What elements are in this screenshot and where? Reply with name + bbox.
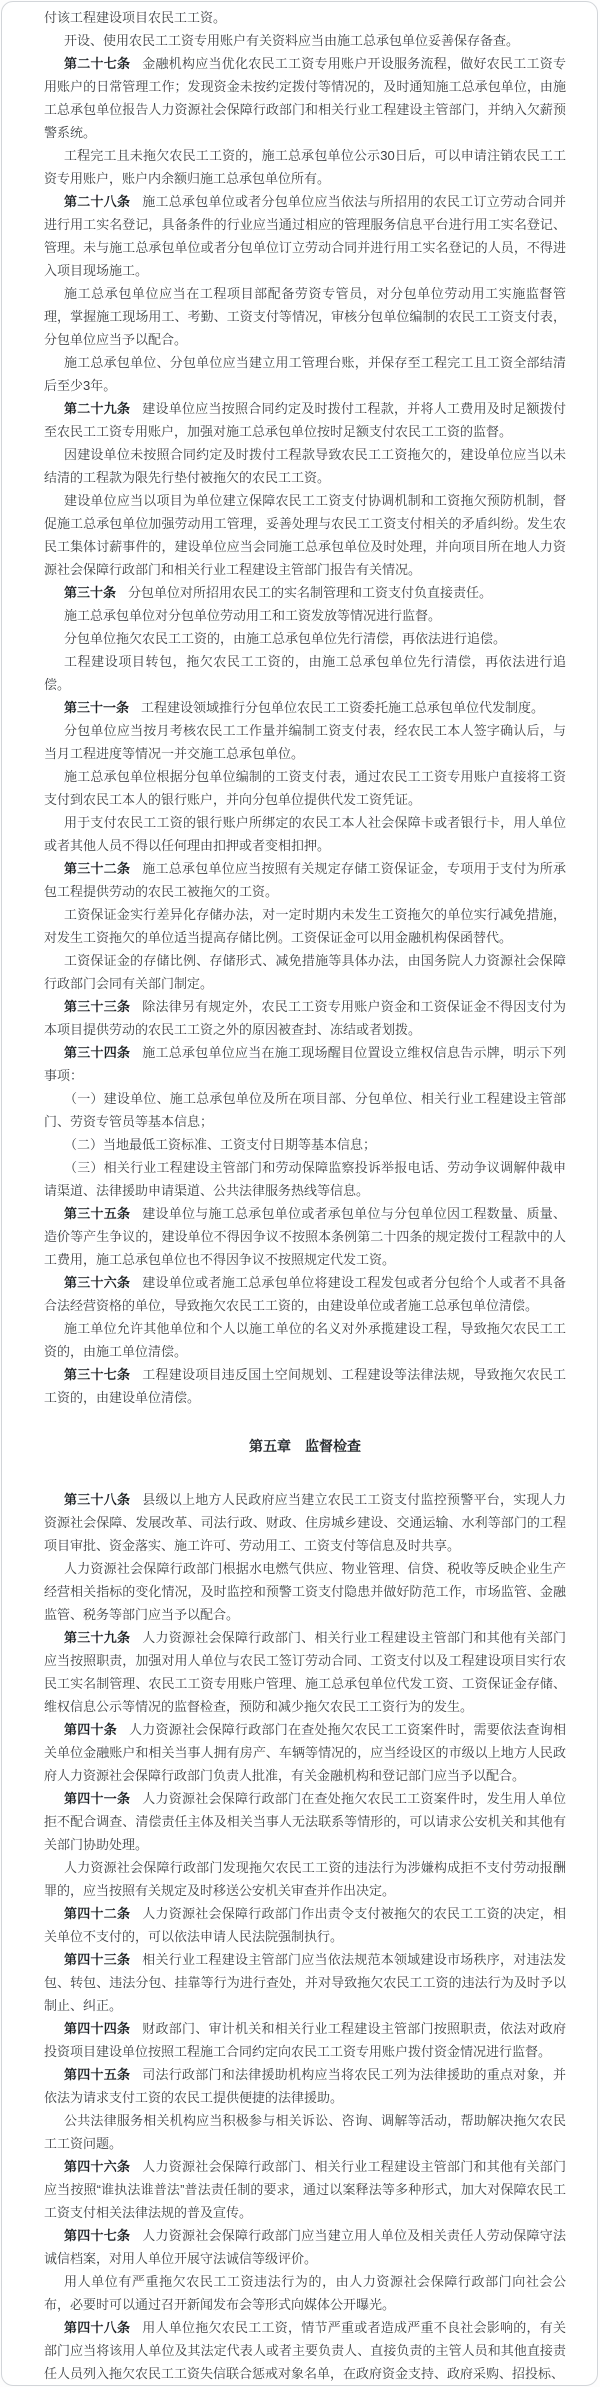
article-number: 第三十二条 bbox=[64, 861, 131, 876]
paragraph-text: 施工总承包单位应当按照有关规定存储工资保证金，专项用于支付为所承包工程提供劳动的农民工被拖欠的工资。 bbox=[44, 861, 566, 899]
article-number: 第二十八条 bbox=[64, 194, 131, 209]
article-number: 第三十五条 bbox=[64, 1206, 131, 1221]
paragraph bbox=[44, 443, 566, 489]
paragraph-text: 用于支付农民工工资的银行账户所绑定的农民工本人社会保障卡或者银行卡，用人单位或者其他人员不得以任何理由扣押或者变相扣押。 bbox=[44, 815, 566, 853]
paragraph bbox=[44, 1317, 566, 1363]
article-number: 第四十一条 bbox=[64, 1791, 131, 1806]
paragraph-text: 施工单位允许其他单位和个人以施工单位的名义对外承揽建设工程，导致拖欠农民工工资的，由施工单位清偿。 bbox=[44, 1321, 566, 1359]
paragraph bbox=[44, 282, 566, 351]
article-number: 第四十七条 bbox=[64, 2228, 131, 2243]
paragraph bbox=[44, 144, 566, 190]
article-number: 第三十七条 bbox=[64, 1367, 131, 1382]
paragraph-text: 施工总承包单位或者分包单位应当依法与所招用的农民工订立劳动合同并进行用工实名登记，具备条件的行业应当通过相应的管理服务信息平台进行用工实名登记、管理。未与施工总承包单位或者分包单位订立劳动合同并进行用工实名登记的人员，不得进入项目现场施工。 bbox=[44, 194, 566, 278]
article-number: 第三十三条 bbox=[64, 999, 131, 1014]
paragraph bbox=[44, 604, 566, 627]
paragraph bbox=[44, 1271, 566, 1317]
article-number: 第三十八条 bbox=[64, 1492, 131, 1507]
paragraph-text: 人力资源社会保障行政部门、相关行业工程建设主管部门和其他有关部门应当按照职责，加强对用人单位与农民工签订劳动合同、工资支付以及工程建设项目实行农民工实名制管理、农民工工资专用账户管理、施工总承包单位代发工资、工资保证金存储、维权信息公示等情况的监督检查，预防和减少拖欠农民工工资行为的发生。 bbox=[44, 1630, 566, 1714]
paragraph-text: （一）建设单位、施工总承包单位及所在项目部、分包单位、相关行业工程建设主管部门、劳资专管员等基本信息； bbox=[44, 1091, 566, 1129]
paragraph bbox=[44, 6, 566, 29]
chapter-heading: 第五章 监督检查 bbox=[249, 1438, 361, 1454]
paragraph bbox=[44, 1902, 566, 1948]
paragraph bbox=[44, 949, 566, 995]
paragraph bbox=[44, 397, 566, 443]
paragraph bbox=[44, 811, 566, 857]
paragraph bbox=[44, 765, 566, 811]
paragraph-text: 除法律另有规定外，农民工工资专用账户资金和工资保证金不得因支付为本项目提供劳动的农民工工资之外的原因被查封、冻结或者划拨。 bbox=[44, 999, 566, 1037]
paragraph bbox=[44, 696, 566, 719]
paragraph bbox=[44, 1557, 566, 1626]
document-card bbox=[1, 1, 598, 2386]
paragraph-text: 建设单位应当以项目为单位建立保障农民工工资支付协调机制和工资拖欠预防机制，督促施工总承包单位加强劳动用工管理，妥善处理与农民工工资支付相关的矛盾纠纷。发生农民工集体讨薪事件的，建设单位应当会同施工总承包单位及时处理，并向项目所在地人力资源社会保障行政部门和相关行业工程建设主管部门报告有关情况。 bbox=[44, 493, 566, 577]
paragraph-text: 金融机构应当优化农民工工资专用账户开设服务流程，做好农民工工资专用账户的日常管理工作；发现资金未按约定拨付等情况的，及时通知施工总承包单位，由施工总承包单位报告人力资源社会保障行政部门和相关行业工程建设主管部门，并纳入欠薪预警系统。 bbox=[44, 56, 566, 140]
paragraph bbox=[44, 719, 566, 765]
paragraph-text: 财政部门、审计机关和相关行业工程建设主管部门按照职责，依法对政府投资项目建设单位按照工程施工合同约定向农民工工资专用账户拨付资金情况进行监督。 bbox=[44, 2021, 566, 2059]
paragraph-text: 人力资源社会保障行政部门发现拖欠农民工工资的违法行为涉嫌构成拒不支付劳动报酬罪的，应当按照有关规定及时移送公安机关审查并作出决定。 bbox=[44, 1860, 566, 1898]
paragraph-text: 工程完工且未拖欠农民工工资的，施工总承包单位公示30日后，可以申请注销农民工工资专用账户，账户内余额归施工总承包单位所有。 bbox=[44, 148, 566, 186]
article-number: 第三十四条 bbox=[64, 1045, 131, 1060]
regulation-text-body bbox=[44, 6, 566, 2385]
paragraph-text: 工程建设项目违反国土空间规划、工程建设等法律法规，导致拖欠农民工工资的，由建设单位清偿。 bbox=[44, 1367, 566, 1405]
paragraph-text: 工资保证金实行差异化存储办法，对一定时期内未发生工资拖欠的单位实行减免措施，对发生工资拖欠的单位适当提高存储比例。工资保证金可以用金融机构保函替代。 bbox=[44, 907, 566, 945]
paragraph-text: 司法行政部门和法律援助机构应当将农民工列为法律援助的重点对象，并依法为请求支付工资的农民工提供便捷的法律援助。 bbox=[44, 2067, 566, 2105]
article-number: 第四十三条 bbox=[64, 1952, 131, 1967]
paragraph bbox=[44, 1363, 566, 1409]
paragraph-text: 工程建设项目转包，拖欠农民工工资的，由施工总承包单位先行清偿，再依法进行追偿。 bbox=[44, 654, 566, 692]
paragraph-text: 分包单位对所招用农民工的实名制管理和工资支付负直接责任。 bbox=[128, 585, 493, 600]
paragraph-text: 施工总承包单位根据分包单位编制的工资支付表，通过农民工工资专用账户直接将工资支付到农民工本人的银行账户，并向分包单位提供代发工资凭证。 bbox=[44, 769, 566, 807]
article-number: 第四十条 bbox=[64, 1722, 117, 1737]
paragraph-text: 建设单位或者施工总承包单位将建设工程发包或者分包给个人或者不具备合法经营资格的单位，导致拖欠农民工工资的，由建设单位或者施工总承包单位清偿。 bbox=[44, 1275, 566, 1313]
paragraph-text: （二）当地最低工资标准、工资支付日期等基本信息； bbox=[64, 1137, 377, 1152]
paragraph-text: 分包单位拖欠农民工工资的，由施工总承包单位先行清偿，再依法进行追偿。 bbox=[64, 631, 507, 646]
article-number: 第三十九条 bbox=[64, 1630, 131, 1645]
article-number: 第四十四条 bbox=[64, 2021, 131, 2036]
paragraph bbox=[44, 1488, 566, 1557]
article-number: 第三十一条 bbox=[64, 700, 130, 715]
paragraph bbox=[44, 1787, 566, 1856]
paragraph-text: 人力资源社会保障行政部门、相关行业工程建设主管部门和其他有关部门应当按照“谁执法谁普法”普法责任制的要求，通过以案释法等多种形式，加大对保障农民工工资支付相关法律法规的普及宣传。 bbox=[44, 2159, 566, 2220]
paragraph-text: 县级以上地方人民政府应当建立农民工工资支付监控预警平台，实现人力资源社会保障、发展改革、司法行政、财政、住房城乡建设、交通运输、水利等部门的工程项目审批、资金落实、施工许可、劳动用工、工资支付等信息及时共享。 bbox=[44, 1492, 566, 1553]
paragraph-text: 分包单位应当按月考核农民工工作量并编制工资支付表，经农民工本人签字确认后，与当月工程进度等情况一并交施工总承包单位。 bbox=[44, 723, 566, 761]
paragraph bbox=[44, 1626, 566, 1718]
paragraph bbox=[44, 2109, 566, 2155]
paragraph bbox=[44, 1718, 566, 1787]
paragraph bbox=[44, 190, 566, 282]
paragraph bbox=[44, 1156, 566, 1202]
article-number: 第三十条 bbox=[64, 585, 117, 600]
paragraph-text: 付该工程建设项目农民工工资。 bbox=[44, 10, 227, 25]
paragraph bbox=[44, 52, 566, 144]
paragraph-text: （三）相关行业工程建设主管部门和劳动保障监察投诉举报电话、劳动争议调解仲裁申请渠道、法律援助申请渠道、公共法律服务热线等信息。 bbox=[44, 1160, 566, 1198]
paragraph bbox=[44, 2316, 566, 2385]
paragraph bbox=[44, 2270, 566, 2316]
paragraph bbox=[44, 29, 566, 52]
paragraph-text: 人力资源社会保障行政部门作出责令支付被拖欠的农民工工资的决定，相关单位不支付的，可以依法申请人民法院强制执行。 bbox=[44, 1906, 566, 1944]
paragraph-text: 建设单位与施工总承包单位或者承包单位与分包单位因工程数量、质量、造价等产生争议的，建设单位不得因争议不按照本条例第二十四条的规定拨付工程款中的人工费用，施工总承包单位也不得因争议不按照规定代发工资。 bbox=[44, 1206, 566, 1267]
paragraph-text: 工资保证金的存储比例、存储形式、减免措施等具体办法，由国务院人力资源社会保障行政部门会同有关部门制定。 bbox=[44, 953, 566, 991]
paragraph bbox=[44, 995, 566, 1041]
paragraph-text: 施工总承包单位、分包单位应当建立用工管理台账，并保存至工程完工且工资全部结清后至少3年。 bbox=[44, 355, 566, 393]
article-number: 第四十五条 bbox=[64, 2067, 131, 2082]
paragraph bbox=[44, 1133, 566, 1156]
paragraph bbox=[44, 489, 566, 581]
paragraph-text: 人力资源社会保障行政部门在查处拖欠农民工工资案件时，发生用人单位拒不配合调查、清偿责任主体及相关当事人无法联系等情形的，可以请求公安机关和其他有关部门协助处理。 bbox=[44, 1791, 566, 1852]
paragraph bbox=[44, 1948, 566, 2017]
paragraph bbox=[44, 903, 566, 949]
paragraph-text: 人力资源社会保障行政部门应当建立用人单位及相关责任人劳动保障守法诚信档案，对用人单位开展守法诚信等级评价。 bbox=[44, 2228, 566, 2266]
paragraph-text: 用人单位拖欠农民工工资，情节严重或者造成严重不良社会影响的，有关部门应当将该用人单位及其法定代表人或者主要负责人、直接负责的主管人员和其他直接责任人员列入拖欠农民工工资失信联合惩戒对象名单，在政府资金支持、政府采购、招投标、 bbox=[44, 2320, 566, 2381]
paragraph-text: 人力资源社会保障行政部门根据水电燃气供应、物业管理、信贷、税收等反映企业生产经营相关指标的变化情况，及时监控和预警工资支付隐患并做好防范工作，市场监管、金融监管、税务等部门应当予以配合。 bbox=[44, 1561, 566, 1622]
paragraph-text: 因建设单位未按照合同约定及时拨付工程款导致农民工工资拖欠的，建设单位应当以未结清的工程款为限先行垫付被拖欠的农民工工资。 bbox=[44, 447, 566, 485]
article-number: 第四十二条 bbox=[64, 1906, 131, 1921]
paragraph-text: 施工总承包单位对分包单位劳动用工和工资发放等情况进行监督。 bbox=[64, 608, 442, 623]
paragraph-text: 施工总承包单位应当在工程项目部配备劳资专管员，对分包单位劳动用工实施监督管理，掌握施工现场用工、考勤、工资支付等情况，审核分包单位编制的农民工工资支付表，分包单位应当予以配合。 bbox=[44, 286, 566, 347]
paragraph bbox=[44, 627, 566, 650]
paragraph-text: 施工总承包单位应当在施工现场醒目位置设立维权信息告示牌，明示下列事项： bbox=[44, 1045, 566, 1083]
article-number: 第四十八条 bbox=[64, 2320, 131, 2335]
article-number: 第二十九条 bbox=[64, 401, 131, 416]
paragraph-text: 建设单位应当按照合同约定及时拨付工程款，并将人工费用及时足额拨付至农民工工资专用账户，加强对施工总承包单位按时足额支付农民工工资的监督。 bbox=[44, 401, 566, 439]
paragraph bbox=[44, 2224, 566, 2270]
paragraph bbox=[44, 857, 566, 903]
article-number: 第三十六条 bbox=[64, 1275, 131, 1290]
paragraph-text: 公共法律服务相关机构应当积极参与相关诉讼、咨询、调解等活动，帮助解决拖欠农民工工资问题。 bbox=[44, 2113, 566, 2151]
paragraph-text: 相关行业工程建设主管部门应当依法规范本领域建设市场秩序，对违法发包、转包、违法分包、挂靠等行为进行查处，并对导致拖欠农民工工资的违法行为及时予以制止、纠正。 bbox=[44, 1952, 566, 2013]
paragraph bbox=[44, 581, 566, 604]
article-number: 第四十六条 bbox=[64, 2159, 131, 2174]
paragraph bbox=[44, 1041, 566, 1087]
paragraph-text: 工程建设领域推行分包单位农民工工资委托施工总承包单位代发制度。 bbox=[141, 700, 545, 715]
article-number: 第二十七条 bbox=[64, 56, 131, 71]
paragraph bbox=[44, 1202, 566, 1271]
paragraph bbox=[44, 351, 566, 397]
paragraph bbox=[44, 2017, 566, 2063]
paragraph bbox=[44, 650, 566, 696]
paragraph bbox=[44, 1087, 566, 1133]
paragraph-text: 开设、使用农民工工资专用账户有关资料应当由施工总承包单位妥善保存备查。 bbox=[64, 33, 520, 48]
paragraph bbox=[44, 1856, 566, 1902]
paragraph bbox=[44, 2063, 566, 2109]
paragraph-text: 用人单位有严重拖欠农民工工资违法行为的，由人力资源社会保障行政部门向社会公布，必要时可以通过召开新闻发布会等形式向媒体公开曝光。 bbox=[44, 2274, 566, 2312]
paragraph bbox=[44, 2155, 566, 2224]
paragraph-text: 人力资源社会保障行政部门在查处拖欠农民工工资案件时，需要依法查询相关单位金融账户和相关当事人拥有房产、车辆等情况的，应当经设区的市级以上地方人民政府人力资源社会保障行政部门负责人批准，有关金融机构和登记部门应当予以配合。 bbox=[44, 1722, 566, 1783]
